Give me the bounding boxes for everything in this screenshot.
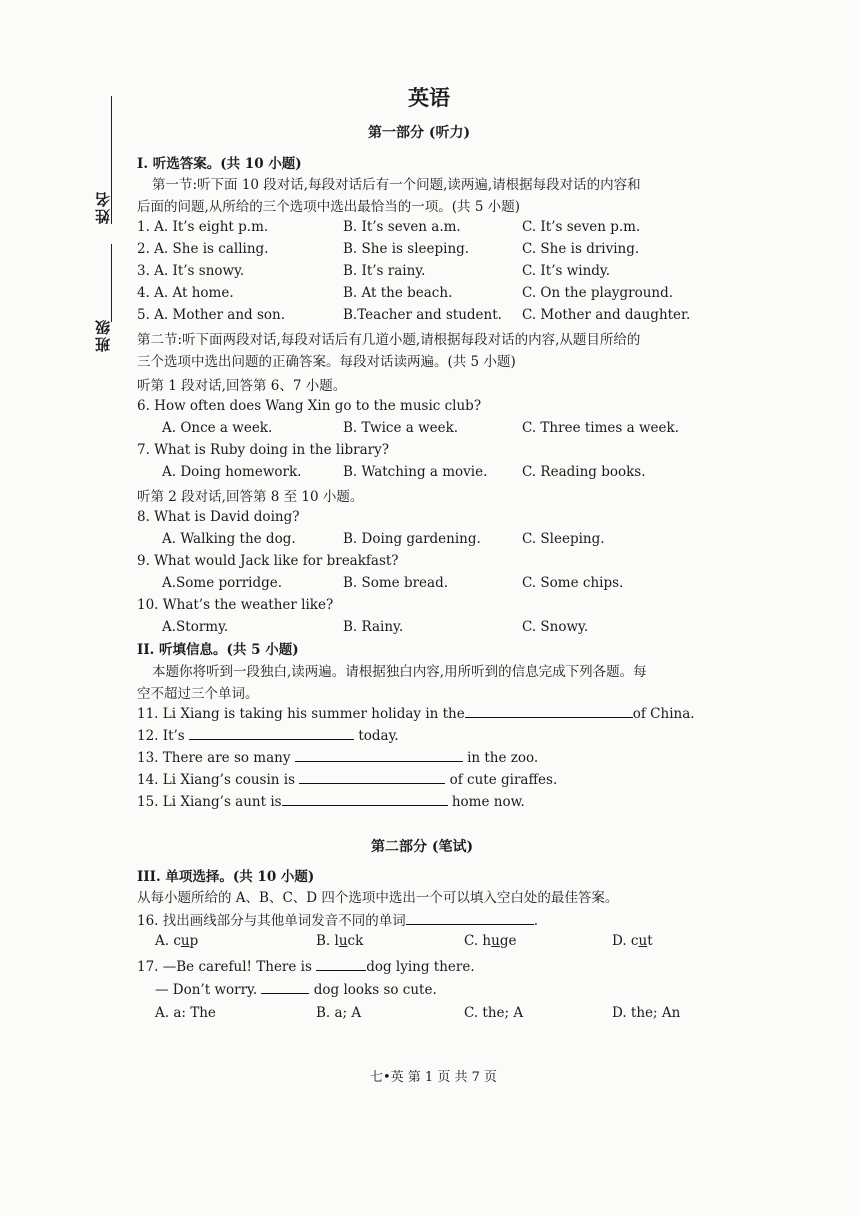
- q17-line1-a: 17. —Be careful! There is: [137, 959, 312, 975]
- q16-b: [316, 933, 363, 949]
- margin-rule-bottom: [111, 244, 112, 322]
- q11-text-a: 11. Li Xiang is taking his summer holiday in the: [137, 706, 465, 722]
- q9-c: C. Some chips.: [522, 575, 624, 591]
- dialog1-intro: 听第 1 段对话,回答第 6、7 小题。: [137, 378, 347, 394]
- q17-a: A. a: The: [155, 1005, 216, 1021]
- q17-line1-b: dog lying there.: [366, 959, 475, 975]
- q16-d-underlined: u: [638, 933, 648, 949]
- q16-a: [155, 933, 198, 949]
- q17-line2-a: — Don’t worry.: [155, 982, 258, 998]
- q14-text-b: of cute giraffes.: [449, 772, 558, 788]
- dialog2-intro: 听第 2 段对话,回答第 8 至 10 小题。: [137, 489, 364, 505]
- q17-blank2[interactable]: [261, 981, 309, 994]
- q10-c: C. Snowy.: [522, 619, 589, 635]
- section1-sub1-line2: 后面的问题,从所给的三个选项中选出最恰当的一项。(共 5 小题): [137, 199, 520, 215]
- q7-a: A. Doing homework.: [162, 464, 302, 480]
- q11: [137, 705, 695, 722]
- q7-b: B. Watching a movie.: [343, 464, 488, 480]
- q17-d: D. the; An: [612, 1005, 681, 1021]
- q16-d-pre: D. c: [612, 933, 639, 949]
- q13: [137, 749, 538, 766]
- q5-a: 5. A. Mother and son.: [137, 307, 286, 323]
- class-label: 班级: [94, 318, 112, 352]
- section1-sub2-line2: 三个选项中选出问题的正确答案。每段对话读两遍。(共 5 小题): [137, 354, 516, 370]
- q13-blank[interactable]: [295, 749, 463, 762]
- q10-a: A.Stormy.: [162, 619, 229, 635]
- section2-instr-line2: 空不超过三个单词。: [137, 686, 259, 702]
- section1-header: I. 听选答案。(共 10 小题): [137, 156, 302, 172]
- q16-a-underlined: u: [180, 933, 190, 949]
- q16-c-underlined: u: [491, 933, 500, 949]
- q16-blank[interactable]: [406, 912, 534, 925]
- q17-line2: [155, 981, 437, 998]
- q16-b-pre: B. l: [316, 933, 339, 949]
- q12-text-a: 12. It’s: [137, 728, 185, 744]
- name-label: 姓名: [94, 190, 112, 224]
- q16-c-pre: C. h: [464, 933, 492, 949]
- section1-sub2-line1: 第二节:听下面两段对话,每段对话后有几道小题,请根据每段对话的内容,从题目所给的: [137, 332, 641, 348]
- q16-c: [464, 933, 516, 949]
- section2-instr-line1: 本题你将听到一段独白,读两遍。请根据独白内容,用所听到的信息完成下列各题。每: [152, 664, 647, 680]
- q8-b: B. Doing gardening.: [343, 531, 481, 547]
- q15-text-b: home now.: [451, 794, 525, 810]
- q16-a-post: p: [189, 933, 199, 949]
- section3-header: III. 单项选择。(共 10 小题): [137, 869, 315, 885]
- q2-b: B. She is sleeping.: [343, 241, 470, 257]
- q11-blank[interactable]: [465, 705, 633, 718]
- q3-c: C. It’s windy.: [522, 263, 611, 279]
- q17-line2-b: dog looks so cute.: [313, 982, 437, 998]
- q16-text: 16. 找出画线部分与其他单词发音不同的单词: [137, 913, 406, 929]
- page-title: 英语: [408, 85, 450, 110]
- q9-b: B. Some bread.: [343, 575, 449, 591]
- q16-b-underlined: u: [338, 933, 348, 949]
- page-footer: 七•英 第 1 页 共 7 页: [370, 1070, 498, 1085]
- q16-a-pre: A. c: [155, 933, 181, 949]
- q16-d: [612, 933, 653, 949]
- q9-question: 9. What would Jack like for breakfast?: [137, 553, 399, 569]
- q12-text-b: today.: [358, 728, 399, 744]
- q14-blank[interactable]: [299, 771, 445, 784]
- q16-question: [137, 909, 538, 929]
- section2-header: II. 听填信息。(共 5 小题): [137, 642, 299, 658]
- q2-a: 2. A. She is calling.: [137, 241, 269, 257]
- q2-c: C. She is driving.: [522, 241, 640, 257]
- q16-d-post: t: [647, 933, 653, 949]
- q6-b: B. Twice a week.: [343, 420, 459, 436]
- q7-question: 7. What is Ruby doing in the library?: [137, 442, 389, 458]
- q1-c: C. It’s seven p.m.: [522, 219, 641, 235]
- q4-c: C. On the playground.: [522, 285, 674, 301]
- q17-blank1[interactable]: [316, 958, 366, 971]
- q5-b: B.Teacher and student.: [343, 307, 502, 323]
- q8-question: 8. What is David doing?: [137, 509, 300, 525]
- q3-a: 3. A. It’s snowy.: [137, 263, 245, 279]
- q16-end: .: [533, 913, 539, 929]
- q11-text-b: of China.: [632, 706, 695, 722]
- q12-blank[interactable]: [189, 727, 354, 740]
- q4-a: 4. A. At home.: [137, 285, 234, 301]
- q5-c: C. Mother and daughter.: [522, 307, 691, 323]
- q17-b: B. a; A: [316, 1005, 362, 1021]
- q15: [137, 793, 525, 810]
- q12: [137, 727, 399, 744]
- part1-title: 第一部分 (听力): [368, 125, 471, 141]
- q8-a: A. Walking the dog.: [162, 531, 296, 547]
- q13-text-a: 13. There are so many: [137, 750, 291, 766]
- q1-b: B. It’s seven a.m.: [343, 219, 461, 235]
- q3-b: B. It’s rainy.: [343, 263, 426, 279]
- q16-b-post: ck: [347, 933, 364, 949]
- q13-text-b: in the zoo.: [467, 750, 539, 766]
- q10-b: B. Rainy.: [343, 619, 404, 635]
- q17-c: C. the; A: [464, 1005, 524, 1021]
- q16-c-post: ge: [499, 933, 517, 949]
- q17-line1: [137, 958, 475, 975]
- section3-instr: 从每小题所给的 A、B、C、D 四个选项中选出一个可以填入空白处的最佳答案。: [137, 890, 619, 906]
- q6-a: A. Once a week.: [162, 420, 273, 436]
- q7-c: C. Reading books.: [522, 464, 646, 480]
- section1-sub1-line1: 第一节:听下面 10 段对话,每段对话后有一个问题,读两遍,请根据每段对话的内容和: [152, 177, 641, 193]
- part2-title: 第二部分 (笔试): [371, 839, 474, 855]
- q10-question: 10. What’s the weather like?: [137, 597, 334, 613]
- q9-a: A.Some porridge.: [162, 575, 283, 591]
- q4-b: B. At the beach.: [343, 285, 453, 301]
- q8-c: C. Sleeping.: [522, 531, 605, 547]
- q15-blank[interactable]: [282, 793, 448, 806]
- q6-c: C. Three times a week.: [522, 420, 679, 436]
- q15-text-a: 15. Li Xiang’s aunt is: [137, 794, 282, 810]
- q14-text-a: 14. Li Xiang’s cousin is: [137, 772, 296, 788]
- q6-question: 6. How often does Wang Xin go to the music club?: [137, 398, 482, 414]
- q14: [137, 771, 557, 788]
- q1-a: 1. A. It’s eight p.m.: [137, 219, 269, 235]
